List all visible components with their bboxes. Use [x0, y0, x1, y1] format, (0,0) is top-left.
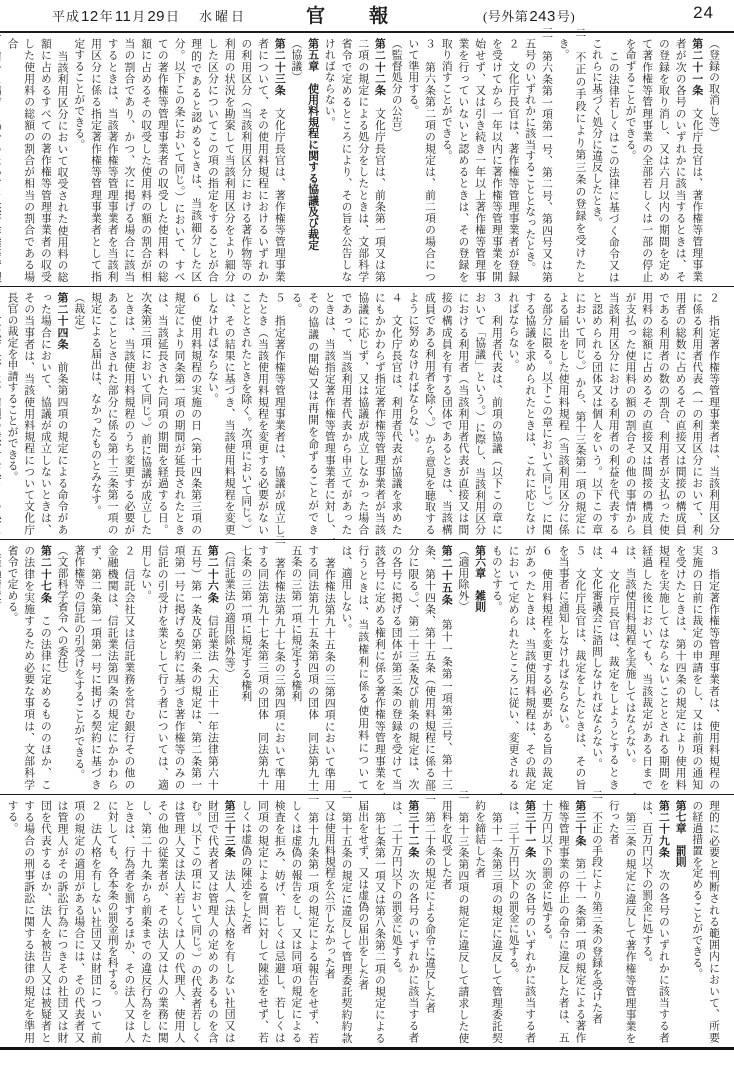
law-paragraph-article: 第二十六条 信託業法（大正十一年法律第六十五号）第一条及び第二条の規定は、第二条第一項第一号に掲げる契約に基づき著作権等のみの信託の引受けを業として行う者については、適用しない。: [140, 545, 219, 791]
law-paragraph-heading: （文部科学省令への委任）: [56, 545, 69, 680]
law-paragraph-para: ３ 指定著作権等管理事業者は、使用料規程の実施の日前に裁定の申請をし、又は前項の通知を受けたときは、第十四条の規定により使用料規程を実施してはならないこととされる期間を経過した後においても、当該裁定がある日までは、当該使用料規程を実施してはならない。: [624, 545, 720, 790]
law-paragraph-heading: （登録の取消し等）: [708, 38, 720, 139]
gazette-title-char-2: 報: [369, 6, 389, 27]
date-day: 29: [147, 8, 165, 25]
law-paragraph-item: [0, 38, 4, 282]
law-paragraph-item: 二 不正の手段により第三条の登録を受けたとき。: [557, 26, 587, 282]
issue-no: 243: [529, 8, 556, 25]
article-number: 第二十九条: [657, 800, 670, 858]
law-paragraph-item: 二 第十五条の規定に違反して管理委託契約約款又は使用料規程を公示しなかった者: [323, 788, 353, 1043]
law-paragraph-item: 一 著作権法第九十五条の三第四項において準用する同法第九十五条第四項の団体 同法第九十五条の三第一項に規定する権利: [290, 533, 336, 790]
law-text-body: [0, 26, 734, 1050]
law-paragraph-article: 第三十条 第二十一条第一項の規定による著作権等管理事業の停止の命令に違反した者は、五十万円以下の罰金に処する。: [540, 800, 587, 1043]
law-paragraph-cont: 理的に必要と判断される範囲内において、所要の経過措置を定めることができる。: [691, 800, 720, 1043]
law-paragraph-article: 第二十三条 文化庁長官は、著作権等管理事業者について、その使用料規程におけるいずれかの利用区分（当該利用区分における著作物等の利用の状況を勘案して当該利用区分をより細分した区分についてこの項の指定をすることが合理的であると認めるときは、当該細分した区分。以下この条において同じ。）において、すべての著作権等管理事業者の収受した使用料の総額に占めるその収受した使用料の額の割合が相当の割合であり、かつ、次に掲げる場合に該当するときは、当該著作権等管理事業者を当該利用区分に係る指定著作権等管理事業者として指定することができる。: [73, 38, 286, 283]
article-number: 第二十三条: [273, 38, 286, 97]
law-paragraph-para: ２ 信託会社又は信託業務を営む銀行その他の金融機関は、信託業法第四条の規定にかかわらず、第二条第一項第一号に掲げる契約に基づき著作権等の信託の引受けをすることができる。: [73, 545, 136, 790]
law-paragraph-para: ６ 使用料規程を変更する必要がある旨の裁定があったときは、当該使用料規程は、その裁定において定められたところに従い、変更されるものとする。: [490, 545, 553, 790]
issue-prefix: (号外第: [483, 9, 529, 24]
article-number: 第二十二条: [373, 38, 386, 97]
law-paragraph-chapter: 第五章 使用料規程に関する協議及び裁定: [307, 38, 320, 251]
article-number: 第二十五条: [440, 545, 453, 607]
date-year-unit: 年: [99, 9, 114, 24]
issue-number: [483, 6, 575, 25]
article-number: 第二十四条: [56, 292, 69, 350]
text-band-3: [0, 533, 734, 795]
law-paragraph-item: 三 第二十条の規定による命令に違反した者: [424, 788, 437, 1013]
law-paragraph-article: 第二十五条 第十一条第一項第三号、第十三条、第十四条、第十五条（使用料規程に係る部分に限る。）、第二十三条及び前条の規定は、次の各号に掲げる団体が第三条の登録を受けて当該各号に定める権利に係る著作権等管理事業を行うときは、当該権利に係る使用料については、適用しない。: [340, 545, 453, 791]
law-paragraph-article: 第二十一条 文化庁長官は、著作権等管理事業者が次の各号のいずれかに該当するときは、その登録を取り消し、又は六月以内の期間を定めて著作権等管理事業の全部若しくは一部の停止を命ずることができる。: [624, 38, 704, 283]
law-paragraph-heading: （適用除外）: [457, 545, 470, 613]
law-paragraph-heading: （協議）: [290, 38, 303, 83]
law-paragraph-para: ４ 文化庁長官は、利用者代表が協議を求めたにもかかわらず指定著作権等管理事業者が当該協議に応じず、又は協議が成立しなかった場合であって、当該利用者代表から申立てがあったときは、当該指定著作権等管理事業者に対し、その協議の開始又は再開を命ずることができる。: [290, 292, 403, 535]
law-paragraph-para: ２ 指定著作権等管理事業者は、当該利用区分に係る利用者代表（一の利用区分において、利用者の総数に占めるその直接又は間接の構成員である利用者の数の割合、利用者が支払った使用料の総額に占めるその直接又は間接の構成員が支払った使用料の額の割合その他の事情から当該利用区分における利用者の利益を代表すると認められる団体又は個人をいう。以下この章において同じ。）から、第十三条第一項の規定による届出をした使用料規程（当該利用区分に係る部分に限る。以下この章において同じ。）に関する協議を求められたときは、これに応じなければならない。: [507, 292, 720, 535]
article-number: 第二十六条: [206, 545, 219, 604]
law-paragraph-article: 第二十七条 この法律に定めるもののほか、この法律を実施するため必要な事項は、文部科学省令で定める。: [6, 545, 52, 791]
date-month: 11: [114, 8, 132, 25]
date-month-unit: 月: [132, 9, 147, 24]
article-number: 第三十二条: [407, 800, 420, 858]
law-paragraph-heading: [0, 545, 4, 790]
article-number: 第二十七条: [39, 545, 52, 604]
law-paragraph-para: [0, 292, 4, 535]
law-paragraph-item: 三 第六条第一項第一号、第二号、第四号又は第五号のいずれかに該当することとなったとき。: [524, 26, 553, 282]
law-paragraph-para: ２ 法人格を有しない社団又は財団について前項の規定の適用がある場合には、その代表者又は管理人がその訴訟行為につきその社団又は財団を代表するほか、法人を被告人又は被疑者とする場合の刑事訴訟に関する法律の規定を準用する。: [6, 800, 102, 1043]
article-number: 第三十一条: [524, 800, 537, 858]
gazette-title: [306, 1, 388, 28]
law-paragraph-item: 二 不正の手段により第三条の登録を受けた者: [591, 788, 604, 1024]
law-paragraph-para: ４ 文化庁長官は、裁定をしようとするときは、文化審議会に諮問しなければならない。: [591, 545, 620, 790]
law-paragraph-item: 二 第十三条第四項の規定に違反して請求した使用料を収受した者: [440, 788, 470, 1043]
law-paragraph-article: 第二十九条 次の各号のいずれかに該当する者は、百万円以下の罰金に処する。: [641, 800, 670, 1044]
article-number: 第三十三条: [223, 800, 236, 858]
law-paragraph-item: 一 この法律若しくはこの法律に基づく命令又はこれらに基づく処分に違反したとき。: [591, 26, 620, 282]
law-paragraph-chapter: 第七章 罰則: [674, 800, 687, 868]
page-header: [0, 0, 734, 33]
law-paragraph-article: 第二十二条 文化庁長官は、前条第一項又は第二項の規定による処分をしたときは、文部科学省令で定めるところにより、その旨を公告しなければならない。: [323, 38, 386, 283]
date-era: 平成: [52, 9, 81, 24]
law-paragraph-heading: （裁定）: [73, 292, 86, 337]
law-paragraph-heading: （監督処分の公告）: [390, 38, 403, 139]
article-number: 第三十条: [574, 800, 587, 847]
law-paragraph-para: ３ 第六条第二項の規定は、前二項の場合について準用する。: [407, 38, 437, 282]
law-paragraph-item: 一 第十一条第三項の規定に違反して管理委託契約を締結した者: [474, 788, 503, 1043]
law-paragraph-article: 第二十四条 前条第四項の規定による命令があった場合において、協議が成立しないときは、その当事者は、当該使用料規程について文化庁長官の裁定を申請することができる。: [6, 292, 69, 536]
law-paragraph-para: ２ 文化庁長官は、著作権等管理事業者が登録を受けてから一年以内に著作権等管理事業を開始せず、又は引き続き一年以上著作権等管理事業を行っていないと認めるときは、その登録を取り消すことができる。: [440, 38, 520, 282]
weekday: 水曜日: [199, 9, 248, 24]
date-year: 12: [81, 8, 99, 25]
law-paragraph-chapter: 第六章 雑則: [474, 545, 487, 613]
law-paragraph-para: ６ 使用料規程の実施の日（第十四条第三項の規定により同条第一項の期間が延長されたときは、当該延長された同項の期間を経過する日。次条第三項において同じ。）前に協議が成立したときは、当該使用料規程のうち変更する必要があることとされた部分に係る第十三条第一項の規定による届出は、なかったものとみなす。: [89, 292, 203, 535]
law-paragraph-item: 三 第十九条第一項の規定による報告をせず、若しくは虚偽の報告をし、又は同項の規定による検査を拒み、妨げ、若しくは忌避し、若しくは同項の規定による質問に対して陳述をせず、若しくは虚偽の陳述をした者: [240, 788, 320, 1043]
issue-suffix: 号): [556, 9, 576, 24]
law-paragraph-item: 一 第七条第一項又は第八条第二項の規定による届出をせず、又は虚偽の届出をした者: [357, 788, 386, 1043]
law-paragraph-heading: （信託業法の適用除外等）: [223, 545, 236, 680]
law-paragraph-article: 第三十三条 法人（法人格を有しない社団又は財団で代表者又は管理人の定めのあるものを含む。以下この項において同じ。）の代表者若しくは管理人又は法人若しくは人の代理人、使用人その他の従業者が、その法人又は人の業務に関し、第二十九条から前条までの違反行為をしたときは、行為者を罰するほか、その法人又は人に対しても、各本条の罰金刑を科する。: [106, 800, 236, 1044]
law-paragraph-item: 一 第三条の規定に違反して著作権等管理事業を行った者: [607, 788, 637, 1043]
law-paragraph-article: 第三十一条 次の各号のいずれかに該当する者は、三十万円以下の罰金に処する。: [507, 800, 537, 1044]
law-paragraph-article: 第三十二条 次の各号のいずれかに該当する者は、二十万円以下の罰金に処する。: [390, 800, 420, 1044]
law-paragraph-item: 一 当該利用区分において収受された使用料の総額に占めるすべての著作権等管理事業者の収受した使用料の総額の割合が相当の割合である場合: [6, 26, 69, 282]
law-paragraph-para: ３ 利用者代表は、前項の協議（以下この章において「協議」という。）に際し、当該利用区分における利用者（当該利用者代表が直接又は間接の構成員を有する団体であるときは、当該構成員である利用者を除く。）から意見を聴取するように努めなければならない。: [407, 292, 503, 535]
gazette-title-char-1: 官: [306, 6, 326, 27]
date-day-unit: 日: [166, 9, 181, 24]
law-paragraph-para: ５ 指定著作権等管理事業者は、協議が成立したとき（当該使用料規程を変更する必要がないこととされたときを除く。次項において同じ。）は、その結果に基づき、当該使用料規程を変更しなければならない。: [206, 292, 286, 535]
page-number: 24: [693, 3, 714, 22]
text-band-2: [0, 287, 734, 540]
law-paragraph-para: ５ 文化庁長官は、裁定をしたときは、その旨を当事者に通知しなければならない。: [557, 545, 587, 790]
text-band-1: [0, 26, 734, 287]
article-number: 第二十一条: [691, 38, 704, 97]
law-paragraph-item: 二 著作権法第九十七条の三第四項において準用する同法第九十七条第三項の団体 同法第九十七条の三第一項に規定する権利: [240, 533, 286, 790]
text-band-4: [0, 788, 734, 1050]
issue-date: [52, 6, 180, 25]
